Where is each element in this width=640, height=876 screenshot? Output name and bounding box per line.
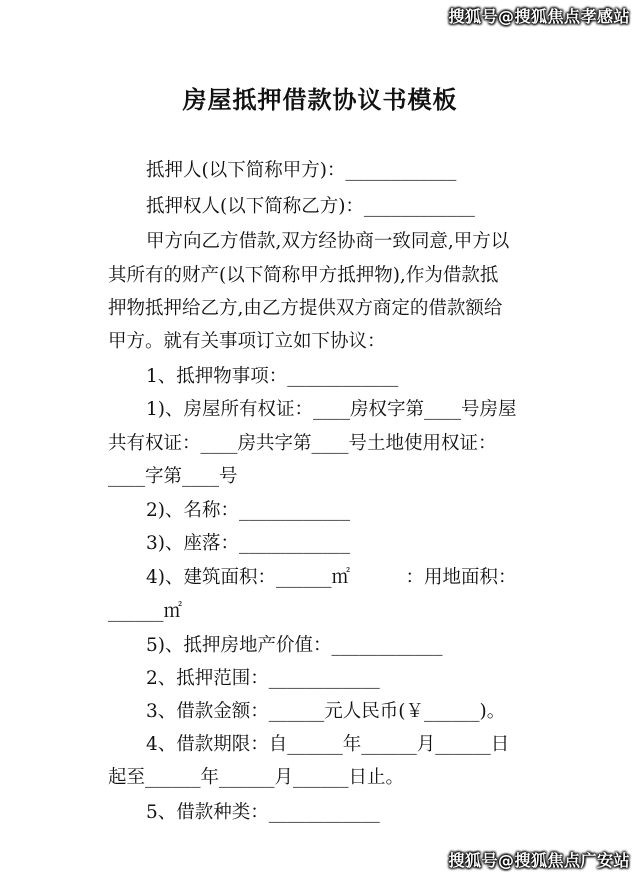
watermark-top: 搜狐号@搜狐焦点孝感站 [448, 7, 630, 26]
intro-line-4: 甲方。就有关事项订立如下协议： [108, 331, 386, 352]
value-line: 5)、抵押房地产价值：____________ [146, 635, 443, 656]
pledgor-line: 抵押人(以下简称甲方)：____________ [146, 160, 457, 181]
co-ownership-cert-line: 共有权证：____房共字第____号土地使用权证： [108, 433, 497, 454]
intro-line-1: 甲方向乙方借款,双方经协商一致同意,甲方以 [146, 231, 510, 252]
pledgee-line: 抵押权人(以下简称乙方)：____________ [146, 196, 475, 217]
ownership-cert-line: 1)、房屋所有权证：____房权字第____号房屋 [146, 399, 517, 420]
watermark-bottom: 搜狐号@搜狐焦点广安站 [448, 851, 630, 870]
land-cert-line: ____字第____号 [108, 466, 238, 487]
term-end-line: 起至______年______月______日止。 [108, 767, 405, 788]
location-line: 3)、座落：____________ [146, 533, 350, 554]
term-line: 4、借款期限：自______年______月______日 [146, 734, 510, 755]
loan-type-line: 5、借款种类：____________ [146, 802, 380, 823]
name-line: 2)、名称：____________ [146, 500, 350, 521]
item-1-heading: 1、抵押物事项：____________ [146, 366, 399, 387]
document-title: 房屋抵押借款协议书模板 [182, 86, 458, 114]
area-continuation-line: ______㎡ [108, 601, 183, 622]
area-line: 4)、建筑面积：______㎡ ：用地面积： [146, 567, 517, 588]
scope-line: 2、抵押范围：____________ [146, 668, 380, 689]
amount-line: 3、借款金额：______元人民币(￥______)。 [146, 701, 506, 722]
intro-line-3: 押物抵押给乙方,由乙方提供双方商定的借款额给 [108, 298, 503, 319]
intro-line-2: 其所有的财产(以下简称甲方抵押物),作为借款抵 [108, 265, 499, 286]
